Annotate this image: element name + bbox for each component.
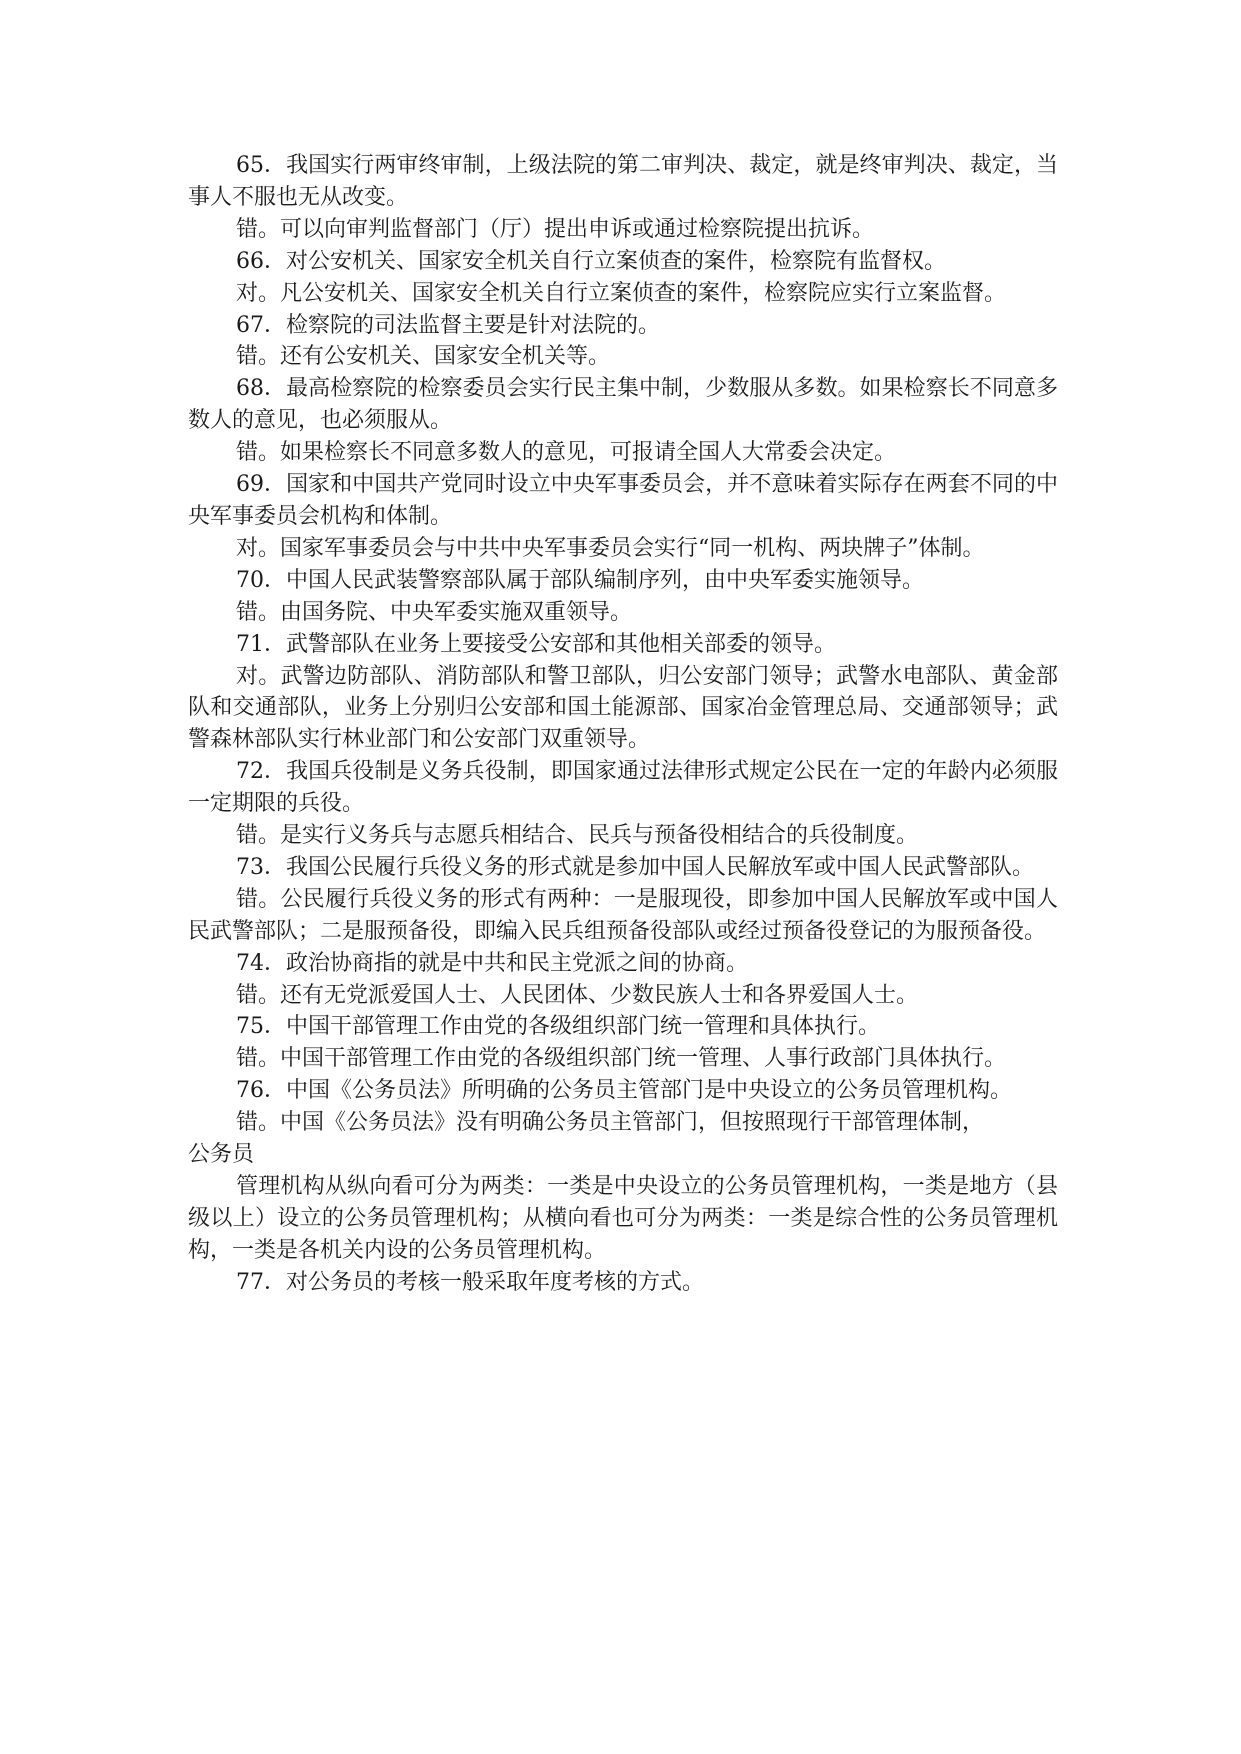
answer-75: 错。中国干部管理工作由党的各级组织部门统一管理、人事行政部门具体执行。 xyxy=(236,1046,1007,1072)
answer-70: 错。由国务院、中央军委实施双重领导。 xyxy=(236,599,633,625)
document-page xyxy=(188,150,1058,1299)
answer-73: 错。公民履行兵役义务的形式有两种：一是服现役，即参加中国人民解放军或中国人民武警部队；二是服预备役，即编入民兵组预备役部队或经过预备役登记的为服预备役。 xyxy=(188,886,1058,944)
answer-68: 错。如果检察长不同意多数人的意见，可报请全国人大常委会决定。 xyxy=(236,440,897,466)
answer-66: 对。凡公安机关、国家安全机关自行立案侦查的案件，检察院应实行立案监督。 xyxy=(236,280,1007,306)
answer-74: 错。还有无党派爱国人士、人民团体、少数民族人士和各界爱国人士。 xyxy=(236,982,919,1008)
answer-71: 对。武警边防部队、消防部队和警卫部队，归公安部门领导；武警水电部队、黄金部队和交通部队，业务上分别归公安部和国土能源部、国家冶金管理总局、交通部领导；武警森林部队实行林业部门和公安部门双重领导。 xyxy=(188,663,1058,753)
answer-67: 错。还有公安机关、国家安全机关等。 xyxy=(236,344,611,370)
question-77: 77．对公务员的考核一般采取年度考核的方式。 xyxy=(236,1269,704,1295)
question-72: 72．我国兵役制是义务兵役制，即国家通过法律形式规定公民在一定的年龄内必须服一定期限的兵役。 xyxy=(188,759,1058,817)
answer-76-detail: 管理机构从纵向看可分为两类：一类是中央设立的公务员管理机构，一类是地方（县级以上）设立的公务员管理机构；从横向看也可分为两类：一类是综合性的公务员管理机构，一类是各机关内设的公务员管理机构。 xyxy=(188,1174,1058,1263)
answer-76-continued: 公务员 xyxy=(188,1142,255,1168)
question-73: 73．我国公民履行兵役义务的形式就是参加中国人民解放军或中国人民武警部队。 xyxy=(236,854,1034,880)
question-69: 69．国家和中国共产党同时设立中央军事委员会，并不意味着实际存在两套不同的中央军事委员会机构和体制。 xyxy=(188,472,1058,529)
question-76: 76．中国《公务员法》所明确的公务员主管部门是中央设立的公务员管理机构。 xyxy=(236,1078,1012,1104)
answer-65: 错。可以向审判监督部门（厅）提出申诉或通过检察院提出抗诉。 xyxy=(236,216,875,242)
question-67: 67．检察院的司法监督主要是针对法院的。 xyxy=(236,312,660,338)
answer-72: 错。是实行义务兵与志愿兵相结合、民兵与预备役相结合的兵役制度。 xyxy=(236,823,919,849)
question-65: 65．我国实行两审终审制，上级法院的第二审判决、裁定，就是终审判决、裁定，当事人不服也无从改变。 xyxy=(188,153,1058,210)
question-70: 70．中国人民武装警察部队属于部队编制序列，由中央军委实施领导。 xyxy=(236,567,924,593)
answer-76: 错。中国《公务员法》没有明确公务员主管部门，但按照现行干部管理体制， xyxy=(236,1110,985,1136)
question-75: 75．中国干部管理工作由党的各级组织部门统一管理和具体执行。 xyxy=(236,1014,880,1040)
question-66: 66．对公安机关、国家安全机关自行立案侦查的案件，检察院有监督权。 xyxy=(236,248,946,274)
question-74: 74．政治协商指的就是中共和民主党派之间的协商。 xyxy=(236,950,748,976)
question-71: 71．武警部队在业务上要接受公安部和其他相关部委的领导。 xyxy=(236,631,836,657)
answer-69: 对。国家军事委员会与中共中央军事委员会实行“同一机构、两块牌子”体制。 xyxy=(236,535,985,561)
question-68: 68．最高检察院的检察委员会实行民主集中制，少数服从多数。如果检察长不同意多数人的意见，也必须服从。 xyxy=(188,376,1058,434)
